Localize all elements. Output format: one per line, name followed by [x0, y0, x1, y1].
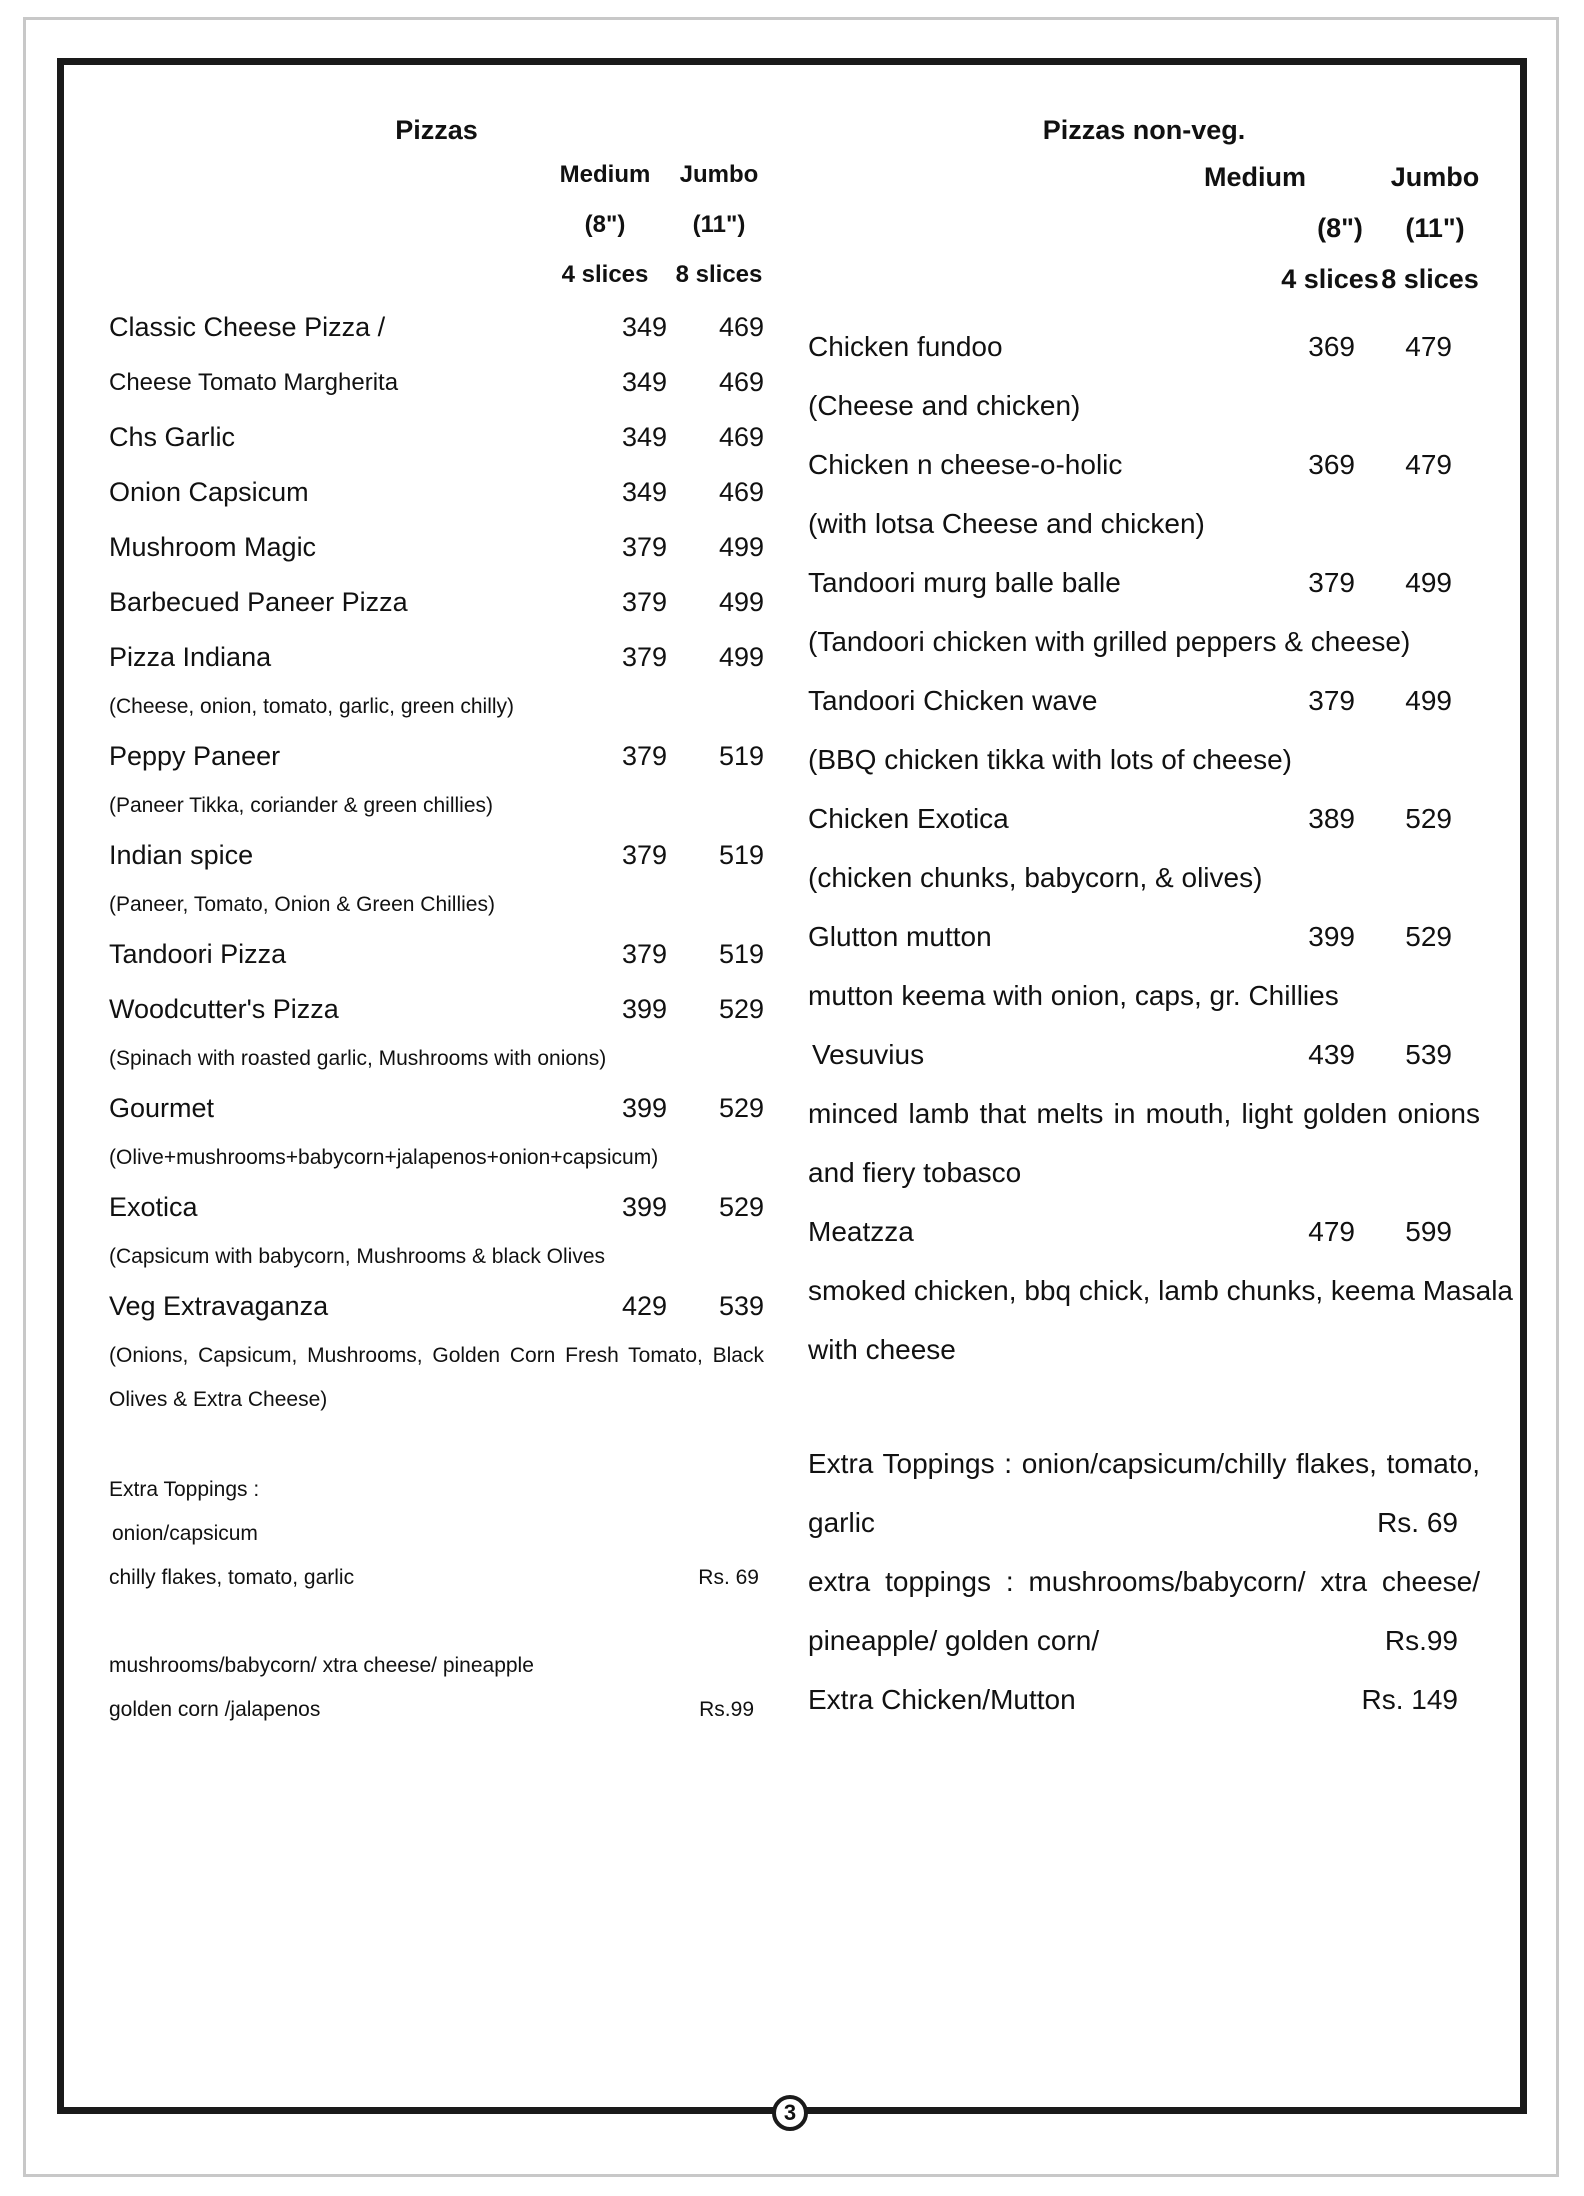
item-name: Veg Extravaganza	[109, 1291, 329, 1321]
medium-price: 379	[621, 741, 667, 771]
medium-price: 349	[621, 312, 667, 342]
medium-price: 379	[1308, 566, 1355, 598]
menu-item	[109, 520, 764, 575]
menu-item	[109, 982, 764, 1037]
jumbo-price: 499	[718, 532, 764, 562]
item-description: (BBQ chicken tikka with lots of cheese)	[808, 744, 1292, 775]
menu-item	[109, 465, 764, 520]
medium-price: 399	[1308, 920, 1355, 952]
item-description: (Cheese and chicken)	[808, 390, 1081, 421]
item-name: Peppy Paneer	[109, 741, 281, 771]
item-name: Tandoori Pizza	[109, 939, 287, 969]
item-description: (Onions, Capsicum, Mushrooms, Golden Corn Fresh Tomato, Black	[109, 1344, 764, 1367]
item-name: Chicken n cheese-o-holic	[808, 448, 1123, 480]
jumbo-price: 469	[718, 312, 764, 342]
item-description: (Spinach with roasted garlic, Mushrooms with onions)	[109, 1047, 607, 1070]
nonveg-section-title: Pizzas non-veg.	[1042, 115, 1246, 145]
jumbo-price: 519	[718, 840, 764, 870]
medium-price: 399	[621, 1192, 667, 1222]
jumbo-price: 499	[1405, 684, 1452, 716]
item-description: smoked chicken, bbq chick, lamb chunks, keema Masala	[808, 1275, 1513, 1306]
item-name: Mushroom Magic	[109, 532, 317, 562]
topping-price: Rs. 149	[1361, 1683, 1458, 1715]
topping-price: Rs.99	[1384, 1624, 1458, 1656]
jumbo-price: 519	[718, 939, 764, 969]
item-name: Classic Cheese Pizza /	[109, 312, 386, 342]
jumbo-price: 479	[1405, 330, 1452, 362]
extra-toppings-price-row	[808, 1670, 1480, 1729]
extra-toppings-price-row	[109, 1556, 764, 1600]
size-header-row	[109, 150, 764, 200]
jumbo-price: 469	[718, 422, 764, 452]
menu-item	[109, 1180, 764, 1235]
menu-item	[109, 1081, 764, 1136]
slices-row	[109, 250, 764, 300]
item-description: (chicken chunks, babycorn, & olives)	[808, 862, 1263, 893]
medium-price: 379	[621, 587, 667, 617]
medium-price: 379	[621, 642, 667, 672]
extra-toppings-price-row	[109, 1688, 764, 1732]
slices-row	[808, 254, 1480, 305]
medium-slices: 4 slices	[561, 261, 649, 288]
item-name: Chs Garlic	[109, 422, 236, 452]
extra-toppings-line: pineapple/ golden corn/	[808, 1624, 1100, 1656]
jumbo-header: Jumbo	[679, 161, 759, 188]
item-description: (Capsicum with babycorn, Mushrooms & black Olives	[109, 1245, 606, 1268]
item-description: Olives & Extra Cheese)	[109, 1388, 328, 1411]
medium-price: 479	[1308, 1215, 1355, 1247]
jumbo-price: 529	[718, 1093, 764, 1123]
item-name: Pizza Indiana	[109, 642, 272, 672]
jumbo-price: 469	[718, 477, 764, 507]
extra-toppings-price-row	[808, 1611, 1480, 1670]
medium-price: 439	[1308, 1038, 1355, 1070]
extra-toppings-line: garlic	[808, 1506, 875, 1538]
extra-toppings-line: mushrooms/babycorn/ xtra cheese/ pineapple	[109, 1654, 534, 1677]
item-name: Onion Capsicum	[109, 477, 309, 507]
extra-toppings-line: golden corn /jalapenos	[109, 1698, 321, 1721]
jumbo-slices: 8 slices	[675, 261, 763, 288]
item-description: minced lamb that melts in mouth, light golden onions	[808, 1098, 1480, 1129]
extra-toppings-line: chilly flakes, tomato, garlic	[109, 1566, 355, 1589]
jumbo-price: 599	[1405, 1215, 1452, 1247]
medium-price: 369	[1308, 448, 1355, 480]
menu-item	[808, 789, 1480, 848]
medium-size: (8")	[1317, 213, 1363, 243]
veg-pizza-section	[109, 110, 764, 1732]
medium-header: Medium	[1203, 162, 1306, 192]
item-name: Vesuvius	[812, 1038, 925, 1070]
item-name: Cheese Tomato Margherita	[109, 368, 399, 396]
item-name: Indian spice	[109, 840, 254, 870]
item-description: (Tandoori chicken with grilled peppers & cheese)	[808, 626, 1411, 657]
item-name: Woodcutter's Pizza	[109, 994, 339, 1024]
menu-item	[808, 553, 1480, 612]
jumbo-price: 479	[1405, 448, 1452, 480]
jumbo-price: 539	[718, 1291, 764, 1321]
jumbo-header: Jumbo	[1390, 162, 1480, 192]
medium-slices: 4 slices	[1281, 264, 1379, 294]
item-description: with cheese	[808, 1334, 956, 1365]
item-name: Exotica	[109, 1192, 198, 1222]
jumbo-price: 539	[1405, 1038, 1452, 1070]
item-name: Glutton mutton	[808, 920, 992, 952]
menu-item	[109, 575, 764, 630]
jumbo-slices: 8 slices	[1381, 264, 1479, 294]
menu-item	[808, 1202, 1480, 1261]
medium-price: 349	[621, 367, 667, 397]
medium-header: Medium	[559, 161, 651, 188]
jumbo-price: 499	[718, 642, 764, 672]
medium-price: 379	[621, 939, 667, 969]
jumbo-price: 519	[718, 741, 764, 771]
topping-price: Rs.99	[699, 1698, 754, 1721]
extra-toppings-title: Extra Toppings :	[109, 1478, 260, 1501]
medium-price: 369	[1308, 330, 1355, 362]
item-description: (Cheese, onion, tomato, garlic, green chilly)	[109, 695, 515, 718]
item-description: (Olive+mushrooms+babycorn+jalapenos+onion+capsicum)	[109, 1146, 659, 1169]
page-number-badge: 3	[772, 2095, 808, 2131]
medium-price: 349	[621, 477, 667, 507]
size-inch-row	[808, 203, 1480, 254]
nonveg-pizza-section	[808, 110, 1513, 1729]
medium-price: 379	[621, 532, 667, 562]
menu-item	[109, 355, 764, 410]
menu-item	[109, 927, 764, 982]
extra-toppings-line: onion/capsicum	[112, 1522, 258, 1545]
extra-toppings-price-row	[808, 1493, 1480, 1552]
medium-price: 389	[1308, 802, 1355, 834]
topping-price: Rs. 69	[698, 1566, 759, 1589]
menu-item	[109, 729, 764, 784]
item-name: Barbecued Paneer Pizza	[109, 587, 408, 617]
jumbo-size: (11")	[692, 211, 746, 238]
veg-section-title: Pizzas	[395, 115, 478, 145]
item-description: and fiery tobasco	[808, 1157, 1022, 1188]
medium-price: 349	[621, 422, 667, 452]
item-name: Tandoori murg balle balle	[808, 566, 1121, 598]
menu-item	[109, 1279, 764, 1334]
jumbo-price: 469	[718, 367, 764, 397]
menu-item	[109, 410, 764, 465]
jumbo-price: 529	[718, 994, 764, 1024]
menu-item	[808, 317, 1480, 376]
item-description: (Paneer, Tomato, Onion & Green Chillies)	[109, 893, 495, 916]
item-name: Meatzza	[808, 1215, 914, 1247]
item-description: (Paneer Tikka, coriander & green chillies)	[109, 794, 494, 817]
topping-price: Rs. 69	[1377, 1506, 1458, 1538]
medium-price: 379	[1308, 684, 1355, 716]
extra-toppings-line: Extra Chicken/Mutton	[808, 1683, 1076, 1715]
medium-price: 379	[621, 840, 667, 870]
medium-price: 399	[621, 1093, 667, 1123]
size-inch-row	[109, 200, 764, 250]
extra-toppings-line: extra toppings : mushrooms/babycorn/ xtra cheese/	[808, 1566, 1480, 1597]
medium-price: 429	[621, 1291, 667, 1321]
medium-size: (8")	[584, 211, 626, 238]
medium-price: 399	[621, 994, 667, 1024]
jumbo-price: 499	[1405, 566, 1452, 598]
item-description: (with lotsa Cheese and chicken)	[808, 508, 1205, 539]
jumbo-size: (11")	[1405, 213, 1465, 243]
menu-item	[808, 435, 1480, 494]
jumbo-price: 529	[718, 1192, 764, 1222]
menu-item	[109, 300, 764, 355]
item-name: Chicken Exotica	[808, 802, 1009, 834]
jumbo-price: 529	[1405, 802, 1452, 834]
menu-item	[808, 1025, 1480, 1084]
jumbo-price: 499	[718, 587, 764, 617]
menu-item	[109, 630, 764, 685]
menu-item	[109, 828, 764, 883]
jumbo-price: 529	[1405, 920, 1452, 952]
item-name: Gourmet	[109, 1093, 215, 1123]
extra-toppings-line: Extra Toppings : onion/capsicum/chilly flakes, tomato,	[808, 1448, 1480, 1479]
item-name: Chicken fundoo	[808, 330, 1003, 362]
size-header-row	[808, 152, 1480, 203]
menu-item	[808, 907, 1480, 966]
menu-item	[808, 671, 1480, 730]
item-description: mutton keema with onion, caps, gr. Chillies	[808, 980, 1339, 1011]
item-name: Tandoori Chicken wave	[808, 684, 1098, 716]
